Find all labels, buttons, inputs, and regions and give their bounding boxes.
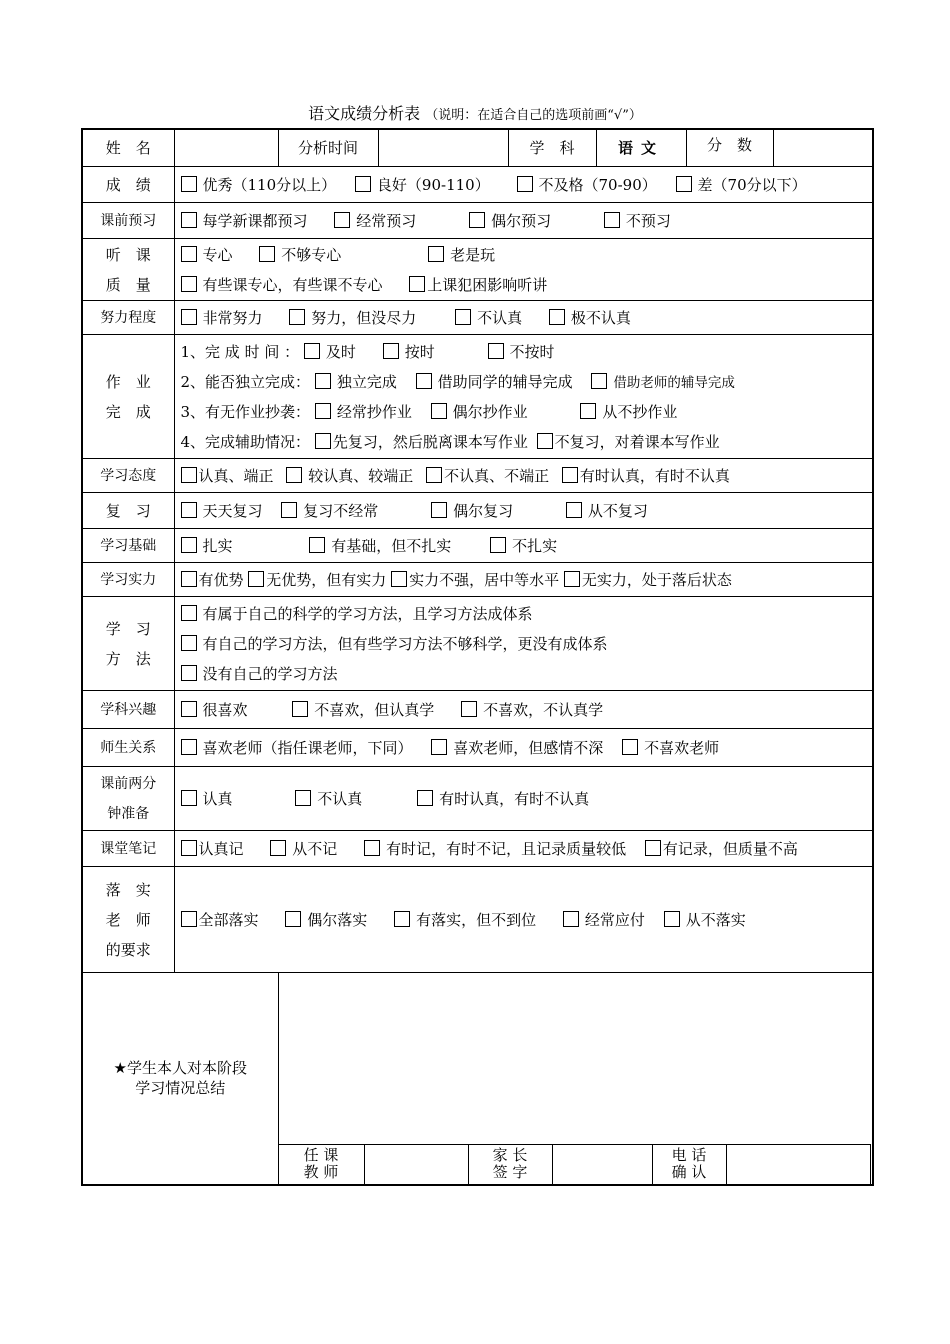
checkbox[interactable] — [563, 911, 579, 927]
option-foundation-solid[interactable]: 扎实 — [181, 535, 233, 556]
checkbox[interactable] — [315, 373, 331, 389]
checkbox[interactable] — [391, 571, 407, 587]
preview-label: 课前预习 — [82, 203, 174, 239]
option-prep-not[interactable]: 不认真 — [295, 788, 362, 809]
time-field[interactable] — [378, 129, 508, 167]
homework-label: 作 业 完 成 — [82, 335, 174, 459]
checkbox[interactable] — [181, 537, 197, 553]
checkbox[interactable] — [537, 433, 553, 449]
method-options — [174, 597, 873, 691]
checkbox[interactable] — [488, 343, 504, 359]
option-hw-use-book[interactable]: 不复习，对着课本写作业 — [537, 427, 720, 457]
option-hw-teacher[interactable]: 借助老师的辅导完成 — [591, 368, 735, 398]
row-strength — [82, 563, 873, 597]
option-req-never[interactable]: 从不落实 — [664, 909, 746, 930]
checkbox[interactable] — [181, 701, 197, 717]
time-label: 分析时间 — [278, 129, 378, 167]
option-review-never[interactable]: 从不复习 — [566, 500, 648, 521]
header-row — [82, 129, 873, 167]
checkbox[interactable] — [334, 212, 350, 228]
checkbox[interactable] — [490, 537, 506, 553]
strength-label: 学习实力 — [82, 563, 174, 597]
summary-text-area[interactable] — [279, 974, 873, 1144]
row-notes — [82, 831, 873, 867]
option-relation-like-shallow[interactable]: 喜欢老师，但感情不深 — [431, 737, 603, 758]
checkbox[interactable] — [591, 373, 607, 389]
checkbox[interactable] — [292, 701, 308, 717]
row-method — [82, 597, 873, 691]
option-attitude-serious[interactable]: 认真、端正 — [181, 465, 274, 486]
subject-label: 学 科 — [508, 129, 596, 167]
signature-row — [278, 1144, 872, 1185]
checkbox[interactable] — [461, 701, 477, 717]
attitude-label: 学习态度 — [82, 459, 174, 493]
option-hw-timely[interactable]: 及时 — [304, 337, 356, 367]
option-foundation-weak[interactable]: 不扎实 — [490, 535, 557, 556]
checkbox[interactable] — [248, 571, 264, 587]
method-label: 学 习 方 法 — [82, 597, 174, 691]
option-req-perfunctory[interactable]: 经常应付 — [563, 909, 645, 930]
option-strength-behind[interactable]: 无实力，处于落后状态 — [564, 569, 732, 590]
checkbox[interactable] — [469, 212, 485, 228]
option-strength-average[interactable]: 实力不强，居中等水平 — [391, 569, 559, 590]
summary-area — [278, 973, 873, 1185]
checkbox[interactable] — [289, 309, 305, 325]
option-strength-capable[interactable]: 无优势，但有实力 — [248, 569, 386, 590]
option-strength-advantage[interactable]: 有优势 — [181, 569, 244, 590]
checkbox[interactable] — [259, 246, 275, 262]
checkbox[interactable] — [286, 467, 302, 483]
grade-options — [174, 167, 873, 203]
option-hw-ontime[interactable]: 按时 — [383, 337, 435, 367]
option-hw-late[interactable]: 不按时 — [488, 337, 555, 367]
checkbox[interactable] — [315, 403, 331, 419]
foundation-label: 学习基础 — [82, 529, 174, 563]
parent-label: 家 长 签 字 — [468, 1144, 552, 1184]
review-options — [174, 493, 873, 529]
option-attitude-sometimes[interactable]: 有时认真，有时不认真 — [562, 465, 730, 486]
effort-options — [174, 301, 873, 335]
relation-label: 师生关系 — [82, 729, 174, 767]
name-field[interactable] — [174, 129, 278, 167]
name-label: 姓 名 — [82, 129, 174, 167]
checkbox[interactable] — [428, 246, 444, 262]
option-interest-love[interactable]: 很喜欢 — [181, 699, 248, 720]
option-listen-focused[interactable]: 专心 — [181, 240, 233, 270]
checkbox[interactable] — [181, 911, 197, 927]
row-grade — [82, 167, 873, 203]
row-effort — [82, 301, 873, 335]
checkbox[interactable] — [181, 790, 197, 806]
row-homework — [82, 335, 873, 459]
score-label: 分 数 — [687, 130, 774, 166]
option-method-none[interactable]: 没有自己的学习方法 — [181, 659, 873, 689]
option-foundation-partial[interactable]: 有基础，但不扎实 — [309, 535, 451, 556]
row-listening — [82, 239, 873, 301]
notes-options — [174, 831, 873, 867]
option-review-daily[interactable]: 天天复习 — [181, 500, 263, 521]
page-title — [0, 101, 950, 124]
checkbox[interactable] — [426, 467, 442, 483]
notes-label: 课堂笔记 — [82, 831, 174, 867]
option-interest-dislike[interactable]: 不喜欢，不认真学 — [461, 699, 603, 720]
option-attitude-not[interactable]: 不认真、不端正 — [426, 465, 549, 486]
checkbox[interactable] — [364, 840, 380, 856]
option-req-all[interactable]: 全部落实 — [181, 909, 259, 930]
option-listen-sleepy[interactable]: 上课犯困影响听讲 — [409, 270, 547, 300]
checkbox[interactable] — [181, 571, 197, 587]
listening-options — [174, 239, 873, 301]
interest-label: 学科兴趣 — [82, 691, 174, 729]
option-method-partial[interactable]: 有自己的学习方法，但有些学习方法不够科学，更没有成体系 — [181, 629, 873, 659]
prep-options — [174, 767, 873, 831]
checkbox[interactable] — [394, 911, 410, 927]
preview-options — [174, 203, 873, 239]
strength-options — [174, 563, 873, 597]
checkbox[interactable] — [270, 840, 286, 856]
attitude-options — [174, 459, 873, 493]
homework-options: 1、完 成 时 间 ： 及时 按时 不按时 2、能否独立完成： 独立完成 借助同学的辅导完成 借助老师的辅导完成 3、有无作业抄袭： 经常抄作业 偶尔抄作业 从不抄作业 4、完成辅助情况： 先复习，然后脱离课本写作业 不复习，对着课本写作业 — [174, 335, 873, 459]
row-interest — [82, 691, 873, 729]
checkbox[interactable] — [181, 467, 197, 483]
checkbox[interactable] — [309, 537, 325, 553]
checkbox[interactable] — [285, 911, 301, 927]
option-effort-partial[interactable]: 努力，但没尽力 — [289, 307, 416, 328]
option-req-sometimes[interactable]: 偶尔落实 — [285, 909, 367, 930]
option-preview-sometimes[interactable]: 偶尔预习 — [469, 210, 551, 231]
analysis-form — [81, 128, 874, 1186]
option-grade-excellent[interactable]: 优秀（110分以上） — [181, 174, 337, 195]
option-relation-dislike[interactable]: 不喜欢老师 — [622, 737, 719, 758]
option-hw-often-copy[interactable]: 经常抄作业 — [315, 397, 412, 427]
option-attitude-fairly[interactable]: 较认真、较端正 — [286, 465, 413, 486]
checkbox[interactable] — [281, 502, 297, 518]
option-hw-independent[interactable]: 独立完成 — [315, 367, 397, 397]
checkbox[interactable] — [181, 212, 197, 228]
option-prep-sometimes[interactable]: 有时认真，有时不认真 — [417, 788, 589, 809]
checkbox[interactable] — [181, 502, 197, 518]
checkbox[interactable] — [676, 176, 692, 192]
checkbox[interactable] — [566, 502, 582, 518]
option-grade-good[interactable]: 良好（90-110） — [355, 174, 490, 195]
option-effort-not[interactable]: 不认真 — [455, 307, 522, 328]
option-req-partial[interactable]: 有落实，但不到位 — [394, 909, 536, 930]
option-notes-serious[interactable]: 认真记 — [181, 838, 244, 859]
option-listen-not-focused[interactable]: 不够专心 — [259, 240, 341, 270]
review-label: 复 习 — [82, 493, 174, 529]
checkbox[interactable] — [181, 739, 197, 755]
row-preview — [82, 203, 873, 239]
checkbox[interactable] — [295, 790, 311, 806]
title-note: （说明：在适合自己的选项前画“√”） — [425, 108, 642, 123]
option-listen-playing[interactable]: 老是玩 — [428, 240, 495, 270]
row-requirements — [82, 867, 873, 973]
checkbox[interactable] — [417, 790, 433, 806]
effort-label: 努力程度 — [82, 301, 174, 335]
checkbox[interactable] — [517, 176, 533, 192]
option-grade-poor[interactable]: 差（70分以下） — [676, 174, 807, 195]
option-listen-mixed[interactable]: 有些课专心，有些课不专心 — [181, 270, 383, 300]
row-summary — [82, 973, 873, 1185]
checkbox[interactable] — [181, 635, 197, 651]
teacher-label: 任 课 教 师 — [278, 1144, 364, 1184]
option-preview-never[interactable]: 不预习 — [604, 210, 671, 231]
option-hw-review-first[interactable]: 先复习，然后脱离课本写作业 — [315, 427, 528, 457]
title-main: 语文成绩分析表 — [308, 104, 421, 123]
row-attitude — [82, 459, 873, 493]
requirements-label: 落 实 老 师 的要求 — [82, 867, 174, 973]
checkbox[interactable] — [181, 309, 197, 325]
subject-value: 语文 — [596, 129, 686, 167]
checkbox[interactable] — [181, 840, 197, 856]
teacher-signature-field[interactable] — [364, 1144, 468, 1184]
checkbox[interactable] — [315, 433, 331, 449]
option-notes-low-quality[interactable]: 有记录，但质量不高 — [645, 838, 798, 859]
option-hw-sometimes-copy[interactable]: 偶尔抄作业 — [431, 397, 528, 427]
option-grade-fail[interactable]: 不及格（70-90） — [517, 174, 657, 195]
checkbox[interactable] — [416, 373, 432, 389]
checkbox[interactable] — [181, 665, 197, 681]
row-foundation — [82, 529, 873, 563]
option-hw-never-copy[interactable]: 从不抄作业 — [580, 397, 677, 427]
checkbox[interactable] — [383, 343, 399, 359]
checkbox[interactable] — [645, 840, 661, 856]
option-review-rare[interactable]: 复习不经常 — [281, 500, 378, 521]
option-relation-like[interactable]: 喜欢老师（指任课老师，下同） — [181, 737, 413, 758]
checkbox[interactable] — [549, 309, 565, 325]
checkbox[interactable] — [562, 467, 578, 483]
option-review-sometimes[interactable]: 偶尔复习 — [431, 500, 513, 521]
option-notes-never[interactable]: 从不记 — [270, 838, 337, 859]
option-method-systematic[interactable]: 有属于自己的科学的学习方法，且学习方法成体系 — [181, 599, 873, 629]
interest-options — [174, 691, 873, 729]
option-preview-often[interactable]: 经常预习 — [334, 210, 416, 231]
parent-signature-field[interactable] — [552, 1144, 652, 1184]
checkbox[interactable] — [580, 403, 596, 419]
relation-options — [174, 729, 873, 767]
foundation-options — [174, 529, 873, 563]
checkbox[interactable] — [409, 276, 425, 292]
listening-label: 听 课 质 量 — [82, 239, 174, 301]
checkbox[interactable] — [431, 403, 447, 419]
checkbox[interactable] — [181, 176, 197, 192]
checkbox[interactable] — [181, 246, 197, 262]
row-prep — [82, 767, 873, 831]
option-effort-very-not[interactable]: 极不认真 — [549, 307, 631, 328]
checkbox[interactable] — [604, 212, 620, 228]
checkbox[interactable] — [431, 502, 447, 518]
row-relation — [82, 729, 873, 767]
checkbox[interactable] — [564, 571, 580, 587]
option-hw-classmate[interactable]: 借助同学的辅导完成 — [416, 367, 573, 397]
option-prep-serious[interactable]: 认真 — [181, 788, 233, 809]
checkbox[interactable] — [181, 605, 197, 621]
checkbox[interactable] — [181, 276, 197, 292]
grade-label: 成 绩 — [82, 167, 174, 203]
option-notes-sometimes[interactable]: 有时记，有时不记，且记录质量较低 — [364, 838, 626, 859]
phone-label: 电 话 确 认 — [652, 1144, 726, 1184]
score-field[interactable] — [774, 130, 873, 166]
checkbox[interactable] — [664, 911, 680, 927]
requirements-options — [174, 867, 873, 973]
checkbox[interactable] — [304, 343, 320, 359]
checkbox[interactable] — [455, 309, 471, 325]
row-review — [82, 493, 873, 529]
summary-label: ★学生本人对本阶段 学习情况总结 — [82, 973, 278, 1185]
option-interest-dislike-serious[interactable]: 不喜欢，但认真学 — [292, 699, 434, 720]
option-effort-very[interactable]: 非常努力 — [181, 307, 263, 328]
checkbox[interactable] — [622, 739, 638, 755]
phone-confirm-field[interactable] — [726, 1144, 871, 1184]
option-preview-always[interactable]: 每学新课都预习 — [181, 210, 308, 231]
prep-label: 课前两分 钟准备 — [82, 767, 174, 831]
checkbox[interactable] — [431, 739, 447, 755]
checkbox[interactable] — [355, 176, 371, 192]
